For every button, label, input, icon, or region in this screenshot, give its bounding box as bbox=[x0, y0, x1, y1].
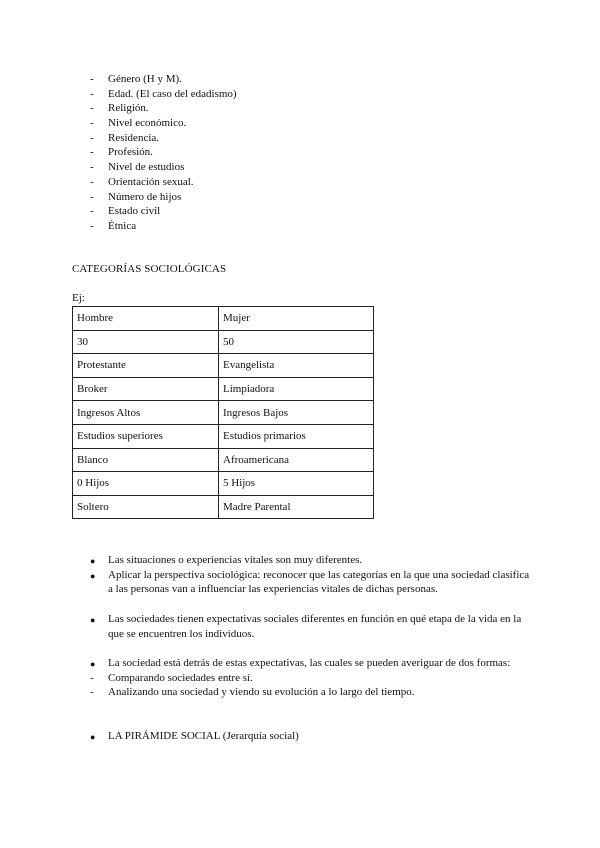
dash-marker: - bbox=[90, 161, 94, 174]
list-item bbox=[90, 131, 237, 146]
table-cell: 50 bbox=[219, 330, 374, 354]
list-item bbox=[90, 656, 530, 671]
list-item-text: Aplicar la perspectiva sociológica: reconocer que las categorías en la que una sociedad clasifica a las personas van a influenciar las experiencias vitales de dichas personas. bbox=[108, 568, 530, 596]
list-item bbox=[90, 553, 530, 568]
example-label: Ej: bbox=[72, 292, 85, 304]
dash-marker: - bbox=[90, 87, 94, 100]
list-item bbox=[90, 190, 237, 205]
table-row bbox=[73, 495, 374, 519]
bullet-list-pyramid bbox=[90, 729, 530, 744]
bullet-marker: ● bbox=[90, 556, 96, 566]
list-item-text: Analizando una sociedad y viendo su evolución a lo largo del tiempo. bbox=[108, 686, 415, 699]
list-item bbox=[90, 568, 530, 597]
list-item-text: La sociedad está detrás de estas expectativas, las cuales se pueden averiguar de dos formas: bbox=[108, 657, 511, 669]
bullet-marker: ● bbox=[90, 570, 96, 581]
categories-table bbox=[72, 306, 374, 519]
table-row bbox=[73, 472, 374, 496]
list-item-text: Comparando sociedades entre sí. bbox=[108, 671, 253, 684]
table-cell: Hombre bbox=[73, 307, 219, 331]
table-row bbox=[73, 330, 374, 354]
list-item-text: Nivel de estudios bbox=[108, 161, 185, 174]
table-cell: Limpiadora bbox=[219, 377, 374, 401]
list-item bbox=[90, 729, 530, 744]
bullet-list-experiences bbox=[90, 553, 530, 597]
section-heading: CATEGORÍAS SOCIOLÓGICAS bbox=[72, 263, 227, 275]
dash-marker: - bbox=[90, 131, 94, 144]
dash-marker: - bbox=[90, 73, 94, 85]
list-item bbox=[90, 116, 237, 131]
list-item-text: Número de hijos bbox=[108, 190, 182, 203]
list-item-text: Género (H y M). bbox=[108, 73, 182, 85]
bullet-list-society bbox=[90, 656, 530, 700]
list-item-text: Edad. (El caso del edadismo) bbox=[108, 87, 237, 100]
list-item bbox=[90, 204, 237, 219]
list-item bbox=[90, 685, 530, 700]
table-cell: Blanco bbox=[73, 448, 219, 472]
list-item-text: Religión. bbox=[108, 102, 149, 115]
table-cell: Broker bbox=[73, 377, 219, 401]
dash-marker: - bbox=[90, 190, 94, 203]
dash-marker: - bbox=[90, 671, 94, 684]
dash-marker: - bbox=[90, 175, 94, 188]
table-row bbox=[73, 401, 374, 425]
table-cell: 30 bbox=[73, 330, 219, 354]
factors-list bbox=[90, 72, 237, 234]
dash-marker: - bbox=[90, 686, 94, 699]
table-cell: Estudios superiores bbox=[73, 424, 219, 448]
list-item bbox=[90, 160, 237, 175]
table-row bbox=[73, 377, 374, 401]
table-row bbox=[73, 354, 374, 378]
table-cell: Ingresos Bajos bbox=[219, 401, 374, 425]
dash-marker: - bbox=[90, 117, 94, 130]
list-item-text: LA PIRÁMIDE SOCIAL (Jerarquía social) bbox=[108, 730, 299, 742]
table-row bbox=[73, 424, 374, 448]
list-item bbox=[90, 219, 237, 234]
table-cell: Protestante bbox=[73, 354, 219, 378]
bullet-list-expectations bbox=[90, 612, 530, 641]
list-item-text: Profesión. bbox=[108, 146, 153, 159]
list-item-text: Las situaciones o experiencias vitales son muy diferentes. bbox=[108, 554, 363, 566]
list-item bbox=[90, 72, 237, 87]
list-item-text: Orientación sexual. bbox=[108, 175, 194, 188]
list-item bbox=[90, 175, 237, 190]
table-row bbox=[73, 307, 374, 331]
table-cell: Ingresos Altos bbox=[73, 401, 219, 425]
table-cell: Estudios primarios bbox=[219, 424, 374, 448]
bullet-marker: ● bbox=[90, 659, 96, 669]
table-cell: 0 Hijos bbox=[73, 472, 219, 496]
list-item-text: Estado civil bbox=[108, 205, 161, 218]
list-item bbox=[90, 145, 237, 160]
list-item-text: Residencia. bbox=[108, 131, 160, 144]
dash-marker: - bbox=[90, 205, 94, 218]
list-item bbox=[90, 87, 237, 102]
dash-marker: - bbox=[90, 219, 94, 232]
table-cell: Madre Parental bbox=[219, 495, 374, 519]
table-cell: 5 Hijos bbox=[219, 472, 374, 496]
list-item bbox=[90, 101, 237, 116]
table-cell: Soltero bbox=[73, 495, 219, 519]
table-cell: Afroamericana bbox=[219, 448, 374, 472]
bullet-marker: ● bbox=[90, 615, 96, 625]
dash-marker: - bbox=[90, 102, 94, 115]
bullet-marker: ● bbox=[90, 732, 96, 742]
dash-marker: - bbox=[90, 146, 94, 159]
list-item-text: Las sociedades tienen expectativas sociales diferentes en función en qué etapa de la vida en la que se encuentren los individuos. bbox=[108, 613, 522, 640]
list-item bbox=[90, 612, 530, 641]
list-item-text: Étnica bbox=[108, 219, 137, 232]
list-item-text: Nivel económico. bbox=[108, 117, 187, 130]
table-cell: Mujer bbox=[219, 307, 374, 331]
table-cell: Evangelista bbox=[219, 354, 374, 378]
table-row bbox=[73, 448, 374, 472]
list-item bbox=[90, 671, 530, 686]
